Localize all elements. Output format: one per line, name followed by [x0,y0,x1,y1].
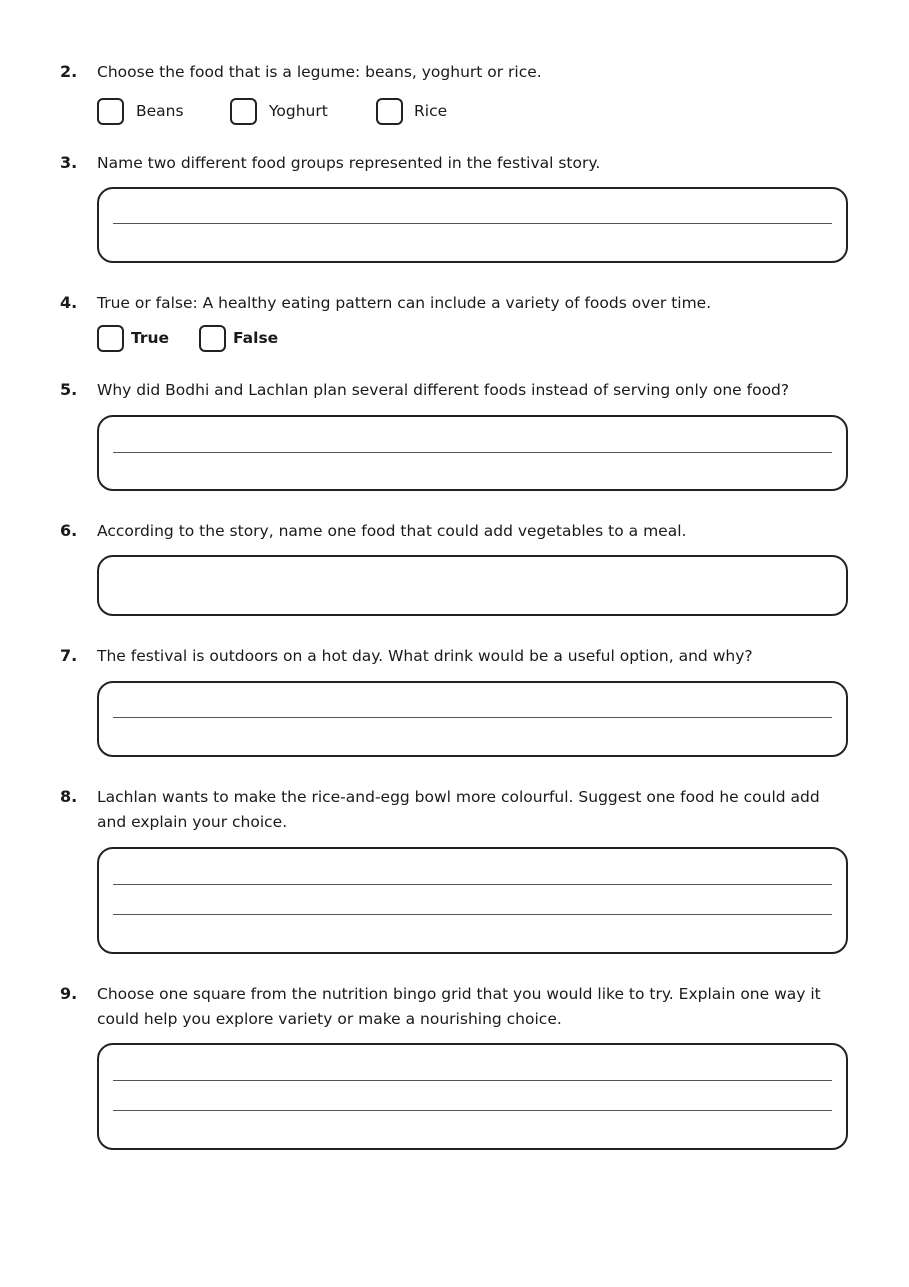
writing-line [113,452,832,453]
checkbox[interactable] [230,98,257,125]
question-number: 7. [60,646,78,665]
writing-line [113,717,832,718]
option-label: True [131,329,170,347]
question-text: Why did Bodhi and Lachlan plan several different foods instead of serving only one food? [97,381,790,399]
answer-box-question-3[interactable] [97,187,848,263]
answer-box-question-7[interactable] [97,681,848,757]
writing-line [113,1110,832,1111]
question-text: According to the story, name one food that could add vegetables to a meal. [97,522,687,540]
answer-box-question-5[interactable] [97,415,848,491]
question-number: 9. [60,984,78,1003]
question-number: 6. [60,521,78,540]
answer-box-question-8[interactable] [97,847,848,954]
question-text: Name two different food groups represented in the festival story. [97,154,601,172]
question-text: The festival is outdoors on a hot day. What drink would be a useful option, and why? [97,647,753,665]
question-number: 2. [60,62,78,81]
writing-line [113,914,832,915]
checkbox[interactable] [376,98,403,125]
option-label: Rice [414,102,448,120]
answer-box-question-9[interactable] [97,1043,848,1150]
question-number: 4. [60,293,78,312]
question-number: 3. [60,153,78,172]
checkbox[interactable] [199,325,226,352]
writing-line [113,884,832,885]
option-label: Yoghurt [269,102,328,120]
question-text: Lachlan wants to make the rice-and-egg bowl more colourful. Suggest one food he could add and explain your choice. [97,788,820,831]
writing-line [113,223,832,224]
checkbox[interactable] [97,98,124,125]
question-text: Choose the food that is a legume: beans, yoghurt or rice. [97,63,542,81]
checkbox[interactable] [97,325,124,352]
writing-line [113,1080,832,1081]
option-label: False [233,329,279,347]
option-label: Beans [136,102,184,120]
answer-box-question-6[interactable] [97,555,848,616]
question-text: Choose one square from the nutrition bingo grid that you would like to try. Explain one way it could help you explore variety or make a nourishing choice. [97,985,821,1028]
question-text: True or false: A healthy eating pattern can include a variety of foods over time. [97,294,712,312]
question-number: 8. [60,787,78,806]
question-number: 5. [60,380,78,399]
